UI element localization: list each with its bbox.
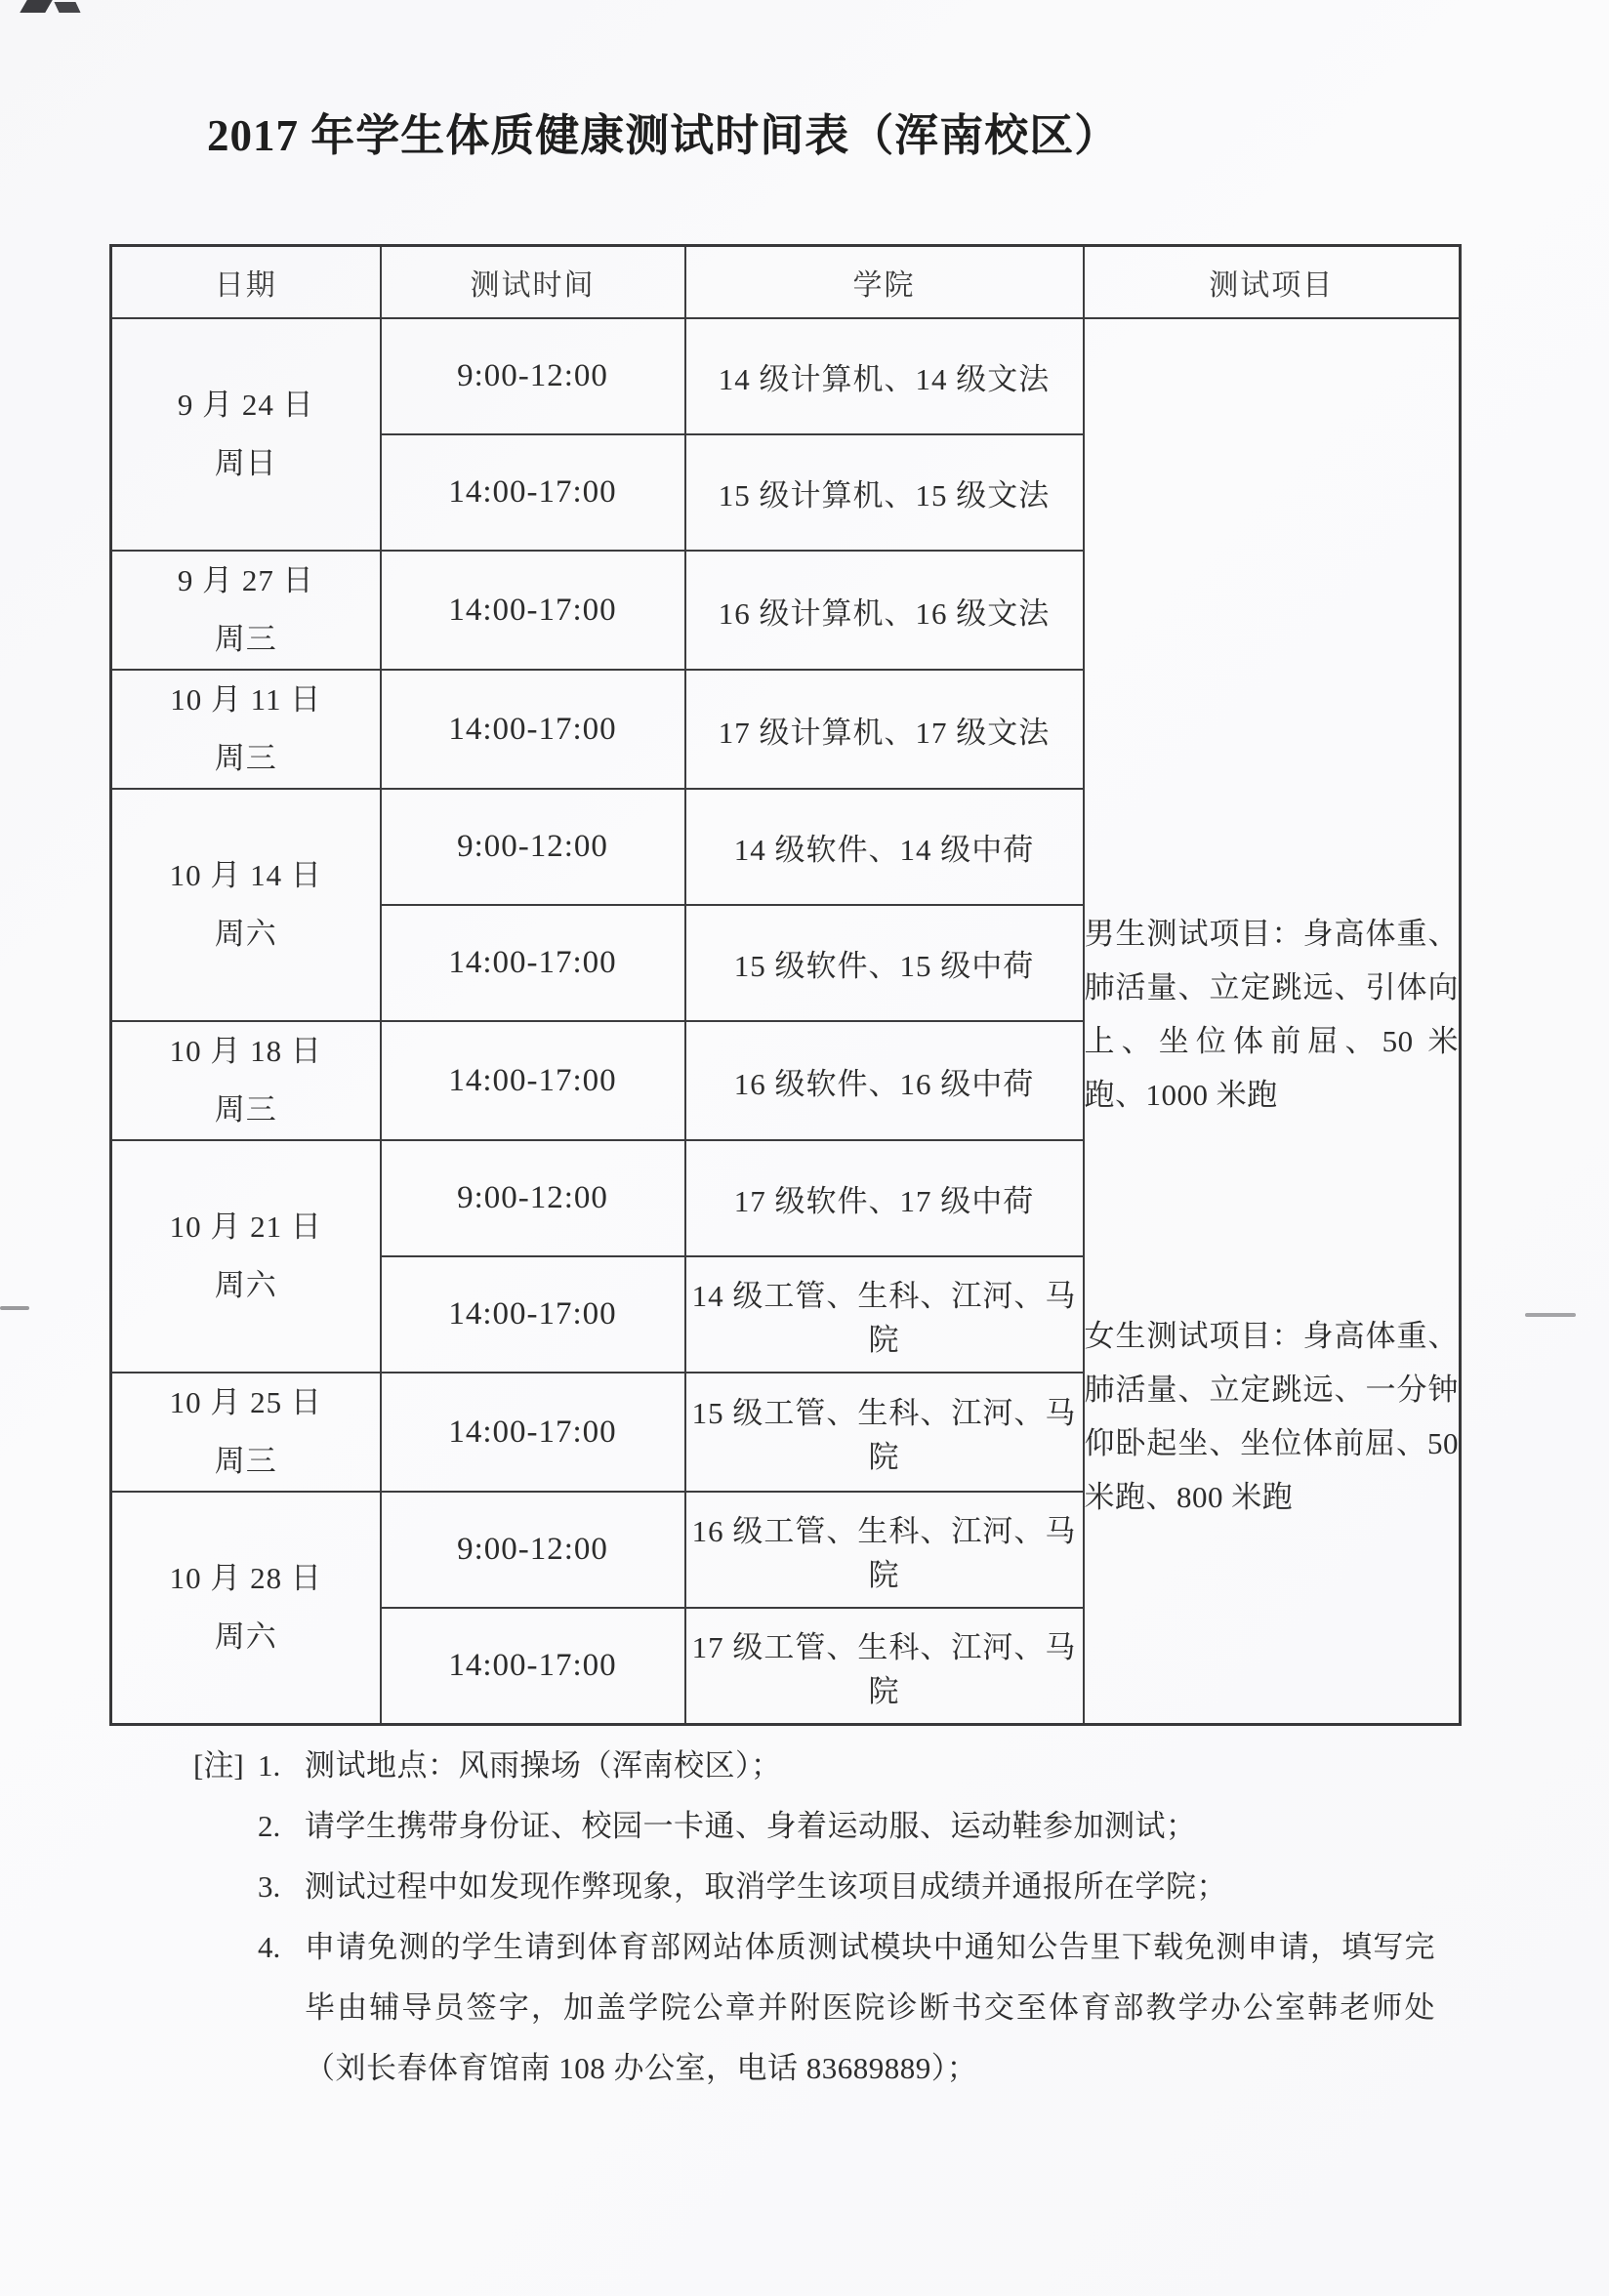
college-cell: 16 级软件、16 级中荷 <box>685 1021 1084 1140</box>
note-text: 测试过程中如发现作弊现象，取消学生该项目成绩并通报所在学院； <box>305 1869 1227 1904</box>
header-items: 测试项目 <box>1084 246 1461 319</box>
date-line1: 10 月 28 日 <box>169 1561 322 1595</box>
time-cell: 14:00-17:00 <box>381 434 685 551</box>
college-cell: 16 级计算机、16 级文法 <box>685 551 1084 670</box>
date-line2: 周三 <box>214 622 277 656</box>
date-line1: 10 月 25 日 <box>169 1385 322 1419</box>
college-cell: 15 级软件、15 级中荷 <box>685 905 1084 1021</box>
date-cell <box>111 1373 381 1492</box>
header-row <box>111 246 1461 319</box>
date-cell <box>111 1021 381 1140</box>
note-item <box>193 1917 1435 2099</box>
date-line2: 周三 <box>214 741 277 775</box>
schedule-table <box>109 244 1462 1726</box>
date-line1: 10 月 18 日 <box>169 1034 322 1068</box>
note-tag: [注] <box>193 1748 244 1783</box>
scan-artifact <box>54 2 80 13</box>
scan-artifact <box>20 0 53 13</box>
note-item <box>193 1857 1435 1917</box>
date-line2: 周三 <box>214 1092 277 1127</box>
male-test-items: 男生测试项目：身高体重、肺活量、立定跳远、引体向上、坐位体前屈、50 米跑、1000 米跑 <box>1084 917 1459 1112</box>
scan-artifact <box>1525 1313 1576 1317</box>
date-cell <box>111 318 381 551</box>
date-line2: 周日 <box>214 446 277 480</box>
note-number: 4. <box>258 1930 281 1964</box>
time-cell: 14:00-17:00 <box>381 670 685 789</box>
test-items-cell <box>1084 318 1461 1725</box>
time-cell: 14:00-17:00 <box>381 1373 685 1492</box>
time-cell: 14:00-17:00 <box>381 1256 685 1373</box>
date-line1: 10 月 21 日 <box>169 1210 322 1244</box>
time-cell: 14:00-17:00 <box>381 551 685 670</box>
note-number: 2. <box>258 1809 281 1843</box>
college-cell: 14 级计算机、14 级文法 <box>685 318 1084 434</box>
note-text: 测试地点：风雨操场（浑南校区）； <box>305 1748 782 1783</box>
time-cell: 9:00-12:00 <box>381 789 685 905</box>
time-cell: 9:00-12:00 <box>381 318 685 434</box>
page-title: 2017 年学生体质健康测试时间表（浑南校区） <box>207 111 1120 160</box>
note-text: 请学生携带身份证、校园一卡通、身着运动服、运动鞋参加测试； <box>305 1809 1197 1843</box>
date-line1: 10 月 11 日 <box>170 682 322 717</box>
date-line2: 周三 <box>214 1444 277 1478</box>
college-cell: 15 级工管、生科、江河、马院 <box>685 1373 1084 1492</box>
college-cell: 15 级计算机、15 级文法 <box>685 434 1084 551</box>
table-row <box>111 318 1461 434</box>
note-item <box>193 1796 1435 1857</box>
time-cell: 14:00-17:00 <box>381 1021 685 1140</box>
date-line1: 9 月 27 日 <box>177 563 314 597</box>
date-line2: 周六 <box>214 1620 277 1654</box>
date-cell <box>111 551 381 670</box>
female-test-items: 女生测试项目：身高体重、肺活量、立定跳远、一分钟仰卧起坐、坐位体前屈、50 米跑、800 米跑 <box>1084 1319 1459 1514</box>
date-line2: 周六 <box>214 1268 277 1302</box>
scan-artifact <box>0 1306 29 1310</box>
time-cell: 14:00-17:00 <box>381 1608 685 1725</box>
note-number: 1. <box>258 1748 281 1783</box>
date-cell <box>111 1140 381 1373</box>
note-text: 申请免测的学生请到体育部网站体质测试模块中通知公告里下载免测申请，填写完毕由辅导员签字，加盖学院公章并附医院诊断书交至体育部教学办公室韩老师处（刘长春体育馆南 108 办公室，电话 83689889）； <box>305 1930 1435 2085</box>
header-time: 测试时间 <box>381 246 685 319</box>
notes-section <box>193 1736 1435 2099</box>
college-cell: 14 级工管、生科、江河、马院 <box>685 1256 1084 1373</box>
date-line2: 周六 <box>214 917 277 951</box>
date-cell <box>111 670 381 789</box>
date-cell <box>111 789 381 1021</box>
date-line1: 10 月 14 日 <box>169 858 322 892</box>
note-item <box>193 1736 1435 1796</box>
date-cell <box>111 1492 381 1725</box>
college-cell: 17 级工管、生科、江河、马院 <box>685 1608 1084 1725</box>
college-cell: 14 级软件、14 级中荷 <box>685 789 1084 905</box>
college-cell: 17 级软件、17 级中荷 <box>685 1140 1084 1256</box>
note-number: 3. <box>258 1869 281 1904</box>
header-college: 学院 <box>685 246 1084 319</box>
time-cell: 9:00-12:00 <box>381 1492 685 1608</box>
date-line1: 9 月 24 日 <box>177 388 314 422</box>
header-date: 日期 <box>111 246 381 319</box>
college-cell: 17 级计算机、17 级文法 <box>685 670 1084 789</box>
time-cell: 9:00-12:00 <box>381 1140 685 1256</box>
college-cell: 16 级工管、生科、江河、马院 <box>685 1492 1084 1608</box>
time-cell: 14:00-17:00 <box>381 905 685 1021</box>
